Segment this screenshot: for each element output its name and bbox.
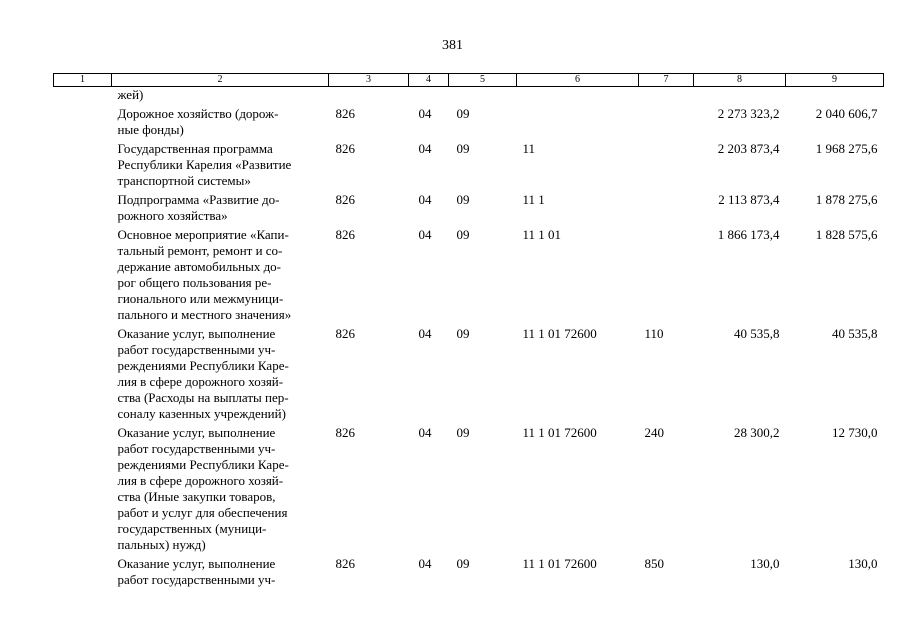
- cell-line: 04: [418, 556, 432, 571]
- cell-c5: [449, 323, 517, 422]
- cell-line: рожного хозяйства»: [117, 208, 228, 223]
- cell-line: государственных (муници-: [117, 521, 267, 536]
- cell-c4: [409, 323, 449, 422]
- cell-line: 11 1 01 72600: [522, 556, 597, 571]
- cell-line: лия в сфере дорожного хозяй-: [117, 473, 284, 488]
- cell-empty: [54, 138, 112, 189]
- cell-v8: [694, 553, 786, 588]
- cell-line: работ и услуг для обеспечения: [117, 505, 288, 520]
- cell-name: [112, 87, 329, 104]
- cell-name: [112, 553, 329, 588]
- table-row: [54, 224, 884, 323]
- cell-c7: [639, 553, 694, 588]
- cell-v9: [786, 224, 884, 323]
- cell-c5: [449, 138, 517, 189]
- cell-c5: [449, 422, 517, 553]
- cell-line: жей): [117, 87, 144, 102]
- cell-c5: [449, 189, 517, 224]
- cell-line: Государственная программа: [117, 141, 273, 156]
- cell-line: 04: [418, 227, 432, 242]
- cell-line: 240: [644, 425, 664, 440]
- cell-c7: [639, 87, 694, 104]
- cell-line: 1 968 275,6: [815, 141, 878, 156]
- cell-line: 1 866 173,4: [717, 227, 780, 242]
- cell-line: 2 113 873,4: [718, 192, 780, 207]
- cell-empty: [54, 87, 112, 104]
- cell-line: Оказание услуг, выполнение: [117, 425, 276, 440]
- cell-line: 850: [644, 556, 664, 571]
- col-header: 1: [54, 74, 112, 87]
- cell-c3: [329, 553, 409, 588]
- cell-line: 09: [456, 556, 470, 571]
- cell-line: ства (Иные закупки товаров,: [117, 489, 276, 504]
- cell-line: Оказание услуг, выполнение: [117, 326, 276, 341]
- budget-table: [53, 73, 884, 588]
- cell-line: 130,0: [848, 556, 878, 571]
- header-row: [54, 74, 884, 87]
- col-header: 9: [786, 74, 884, 87]
- cell-c7: [639, 138, 694, 189]
- cell-line: 09: [456, 192, 470, 207]
- cell-line: 12 730,0: [832, 425, 878, 440]
- cell-line: 826: [335, 141, 355, 156]
- cell-c7: [639, 422, 694, 553]
- cell-c7: [639, 224, 694, 323]
- table-row: [54, 553, 884, 588]
- cell-c4: [409, 224, 449, 323]
- cell-v9: [786, 323, 884, 422]
- cell-c6: [517, 553, 639, 588]
- cell-line: транспортной системы»: [117, 173, 251, 188]
- cell-line: рог общего пользования ре-: [117, 275, 272, 290]
- cell-line: 04: [418, 106, 432, 121]
- cell-line: 2 273 323,2: [717, 106, 780, 121]
- cell-empty: [54, 422, 112, 553]
- cell-line: реждениями Республики Каре-: [117, 358, 289, 373]
- cell-line: соналу казенных учреждений): [117, 406, 286, 421]
- cell-line: 1 878 275,6: [815, 192, 878, 207]
- cell-line: 130,0: [750, 556, 780, 571]
- cell-line: 09: [456, 106, 470, 121]
- cell-c3: [329, 224, 409, 323]
- cell-line: тальный ремонт, ремонт и со-: [117, 243, 283, 258]
- cell-v9: [786, 422, 884, 553]
- table-row: [54, 189, 884, 224]
- col-header: 5: [449, 74, 517, 87]
- cell-v8: [694, 189, 786, 224]
- cell-line: 11: [522, 141, 536, 156]
- cell-c3: [329, 323, 409, 422]
- cell-line: держание автомобильных до-: [117, 259, 282, 274]
- cell-v8: [694, 138, 786, 189]
- cell-v8: [694, 224, 786, 323]
- cell-empty: [54, 189, 112, 224]
- cell-line: 11 1 01: [522, 227, 562, 242]
- cell-name: [112, 323, 329, 422]
- cell-line: 110: [644, 326, 664, 341]
- cell-v8: [694, 87, 786, 104]
- cell-c6: [517, 189, 639, 224]
- cell-c3: [329, 422, 409, 553]
- cell-c7: [639, 189, 694, 224]
- col-header: 6: [517, 74, 639, 87]
- cell-c6: [517, 224, 639, 323]
- col-header: 8: [694, 74, 786, 87]
- cell-v9: [786, 553, 884, 588]
- table-row: [54, 323, 884, 422]
- cell-c7: [639, 323, 694, 422]
- cell-empty: [54, 103, 112, 138]
- cell-name: [112, 103, 329, 138]
- cell-line: 04: [418, 141, 432, 156]
- cell-c3: [329, 87, 409, 104]
- col-header: 3: [329, 74, 409, 87]
- col-header: 2: [112, 74, 329, 87]
- cell-line: работ государственными уч-: [117, 441, 276, 456]
- cell-line: 40 535,8: [832, 326, 878, 341]
- cell-line: 2 040 606,7: [815, 106, 878, 121]
- cell-line: работ государственными уч-: [117, 342, 276, 357]
- cell-line: пальных) нужд): [117, 537, 206, 552]
- cell-line: реждениями Республики Каре-: [117, 457, 289, 472]
- cell-line: 09: [456, 425, 470, 440]
- cell-c6: [517, 422, 639, 553]
- cell-line: 11 1: [522, 192, 545, 207]
- cell-v8: [694, 422, 786, 553]
- cell-v9: [786, 87, 884, 104]
- cell-c5: [449, 103, 517, 138]
- cell-line: 11 1 01 72600: [522, 326, 597, 341]
- cell-v9: [786, 189, 884, 224]
- cell-line: лия в сфере дорожного хозяй-: [117, 374, 284, 389]
- cell-line: Дорожное хозяйство (дорож-: [117, 106, 279, 121]
- cell-line: 11 1 01 72600: [522, 425, 597, 440]
- cell-line: 28 300,2: [734, 425, 780, 440]
- cell-line: 09: [456, 141, 470, 156]
- cell-name: [112, 224, 329, 323]
- cell-line: 1 828 575,6: [815, 227, 878, 242]
- cell-line: 826: [335, 227, 355, 242]
- table-row: [54, 103, 884, 138]
- cell-v9: [786, 103, 884, 138]
- cell-line: 826: [335, 556, 355, 571]
- cell-name: [112, 422, 329, 553]
- cell-c5: [449, 553, 517, 588]
- cell-c4: [409, 189, 449, 224]
- cell-c4: [409, 553, 449, 588]
- cell-c3: [329, 103, 409, 138]
- table-row: [54, 422, 884, 553]
- cell-line: 09: [456, 326, 470, 341]
- cell-c4: [409, 422, 449, 553]
- cell-name: [112, 189, 329, 224]
- cell-line: Республики Карелия «Развитие: [117, 157, 292, 172]
- cell-line: 826: [335, 106, 355, 121]
- col-header: 4: [409, 74, 449, 87]
- cell-c4: [409, 138, 449, 189]
- cell-v8: [694, 103, 786, 138]
- cell-c6: [517, 323, 639, 422]
- page-number: 381: [442, 38, 463, 53]
- cell-line: Основное мероприятие «Капи-: [117, 227, 289, 242]
- cell-c4: [409, 87, 449, 104]
- cell-line: Оказание услуг, выполнение: [117, 556, 276, 571]
- cell-line: 04: [418, 425, 432, 440]
- cell-empty: [54, 553, 112, 588]
- cell-line: 04: [418, 326, 432, 341]
- cell-c6: [517, 138, 639, 189]
- cell-c5: [449, 224, 517, 323]
- cell-line: 826: [335, 326, 355, 341]
- cell-v8: [694, 323, 786, 422]
- cell-line: ные фонды): [117, 122, 184, 137]
- cell-c7: [639, 103, 694, 138]
- cell-empty: [54, 323, 112, 422]
- cell-line: 826: [335, 425, 355, 440]
- cell-line: гионального или межмуници-: [117, 291, 284, 306]
- cell-line: 2 203 873,4: [717, 141, 780, 156]
- cell-line: 09: [456, 227, 470, 242]
- cell-c6: [517, 87, 639, 104]
- cell-line: 826: [335, 192, 355, 207]
- cell-c3: [329, 189, 409, 224]
- cell-line: ства (Расходы на выплаты пер-: [117, 390, 289, 405]
- cell-name: [112, 138, 329, 189]
- table-row: [54, 138, 884, 189]
- cell-c6: [517, 103, 639, 138]
- table-row: [54, 87, 884, 104]
- cell-line: Подпрограмма «Развитие до-: [117, 192, 280, 207]
- cell-v9: [786, 138, 884, 189]
- cell-line: работ государственными уч-: [117, 572, 276, 587]
- cell-line: 04: [418, 192, 432, 207]
- cell-c5: [449, 87, 517, 104]
- col-header: 7: [639, 74, 694, 87]
- cell-c3: [329, 138, 409, 189]
- cell-line: 40 535,8: [734, 326, 780, 341]
- cell-empty: [54, 224, 112, 323]
- cell-line: пального и местного значения»: [117, 307, 292, 322]
- cell-c4: [409, 103, 449, 138]
